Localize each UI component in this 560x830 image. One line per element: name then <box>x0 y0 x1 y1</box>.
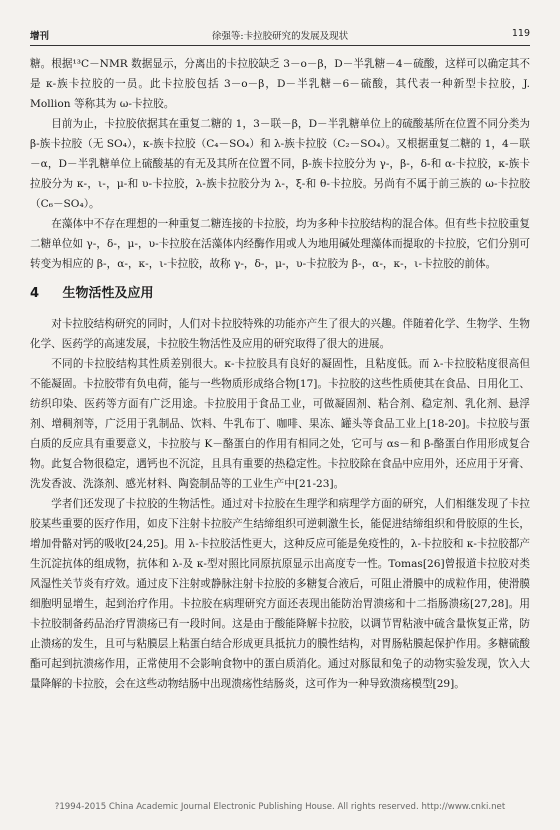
page-number: 119 <box>511 28 530 39</box>
paragraph-classification: 目前为止，卡拉胶依据其在重复二糖的 1，3－联－β，D－半乳糖单位上的硫酸基所在位置不同分类为 β-族卡拉胶（无 SO₄），κ-族卡拉胶（C₄－SO₄）和 λ-族卡拉胶（C₂－SO₄）。又根据重复二糖的 1，4－联－α，D－半乳糖单位上硫酸基的有无及其所在位置不同，β-族卡拉胶分为 γ-，β-，δ-和 α-卡拉胶，κ-族卡拉胶分为 κ-，ι-，μ-和 υ-卡拉胶，λ-族卡拉胶分为 λ-，ξ-和 θ-卡拉胶。另尚有不属于前三族的 ω-卡拉胶（C₆－SO₄）。 <box>30 118 530 210</box>
article-body <box>30 54 530 694</box>
paragraph-intro: 对卡拉胶结构研究的同时，人们对卡拉胶特殊的功能亦产生了很大的兴趣。伴随着化学、生物学、生物化学、医药学的高速发展，卡拉胶生物活性及应用的研究取得了很大的进展。 <box>30 318 530 350</box>
paragraph-precursors: 在藻体中不存在理想的一种重复二糖连接的卡拉胶，均为多种卡拉胶结构的混合体。但有些卡拉胶重复二糖单位如 γ-，δ-，μ-，υ-卡拉胶在活藻体内经酶作用或人为地用碱处理藻体而提取的卡拉胶，它们分别可转变为相应的 β-，α-，κ-，ι-卡拉胶，故称 γ-，δ-，μ-，υ-卡拉胶为 β-，α-，κ-，ι-卡拉胶的前体。 <box>30 218 530 270</box>
paragraph-properties: 不同的卡拉胶结构其性质差别很大。κ-卡拉胶具有良好的凝固性，且粘度低。而 λ-卡拉胶粘度很高但不能凝固。卡拉胶带有负电荷，能与一些物质形成络合物[17]。卡拉胶的这些性质使其在食品、日用化工、纺织印染、医药等方面有广泛用途。卡拉胶用于食品工业，可做凝固剂、粘合剂、稳定剂、乳化剂、悬浮剂、增稠剂等，广泛用于乳制品、饮料、牛乳布丁、咖啡、果冻、罐头等食品工业上[18-20]。卡拉胶与蛋白质的反应具有重要意义，卡拉胶与 K－酪蛋白的作用有相同之处，它可与 αs－和 β-酪蛋白作用形成复合物。此复合物很稳定，遇钙也不沉淀，且具有重要的热稳定性。卡拉胶除在食品中应用外，还应用于牙膏、洗发香波、洗涤剂、感光材料、陶瓷制品等的工业生产中[21-23]。 <box>30 358 530 490</box>
section-number: 4 <box>30 286 40 301</box>
header-article-title: 徐强等:卡拉胶研究的发展及现状 <box>211 31 349 42</box>
header-rule <box>30 45 530 46</box>
section-title: 生物活性及应用 <box>62 286 154 301</box>
copyright-footer: ?1994-2015 China Academic Journal Electronic Publishing House. All rights reserved. http://www.cnki.net <box>54 802 506 812</box>
paragraph-bioactivity: 学者们还发现了卡拉胶的生物活性。通过对卡拉胶在生理学和病理学方面的研究，人们相继发现了卡拉胶某些重要的医疗作用，如皮下注射卡拉胶产生结缔组织可逆刺激生长，能促进结缔组织和骨胶原的生长，增加骨骼对钙的吸收[24,25]。用 λ-卡拉胶活性更大，这种反应可能是免疫性的，λ-卡拉胶和 κ-卡拉胶都产生沉淀抗体的组成物，抗体和 λ-及 κ-型对照比同原抗原显示出高度专一性。Tomas[26]曾报道卡拉胶对类风湿性关节炎有疗效。通过皮下注射或静脉注射卡拉胶的多糖复合液后，可阻止滑膜中的成粒作用，使滑膜细胞明显增生，起到治疗作用。卡拉胶在病理研究方面还表现出能防治胃溃疡和十二指肠溃疡[27,28]。用卡拉胶制备药品治疗胃溃疡已有一段时间。这是由于酸能降解卡拉胶，以调节胃粘液中硫含量恢复正常，防止溃疡的发生，且可与粘膜层上粘蛋白结合形成更具抵抗力的膜性结构，对胃肠粘膜起保护作用。多糖硫酸酯可起到抗溃疡作用，正常使用不会影响食物中的蛋白质消化。通过对豚鼠和兔子的动物实验发现，饮入大量降解的卡拉胶，会在这些动物结肠中出现溃疡性结肠炎，这可作为一种导致溃疡模型[29]。 <box>30 498 530 690</box>
running-header <box>30 28 530 44</box>
paragraph-continued: 糖。根据¹³C－NMR 数据显示，分离出的卡拉胶缺乏 3－o－β，D－半乳糖－4－硫酸，这样可以确定其不是 κ-族卡拉胶的一员。此卡拉胶包括 3－o－β，D－半乳糖－6－硫酸，其代表一种新型卡拉胶，J. Mollion 等称其为 ω-卡拉胶。 <box>30 58 530 110</box>
header-supplement-label: 增刊 <box>30 31 50 42</box>
section-heading <box>30 274 530 314</box>
